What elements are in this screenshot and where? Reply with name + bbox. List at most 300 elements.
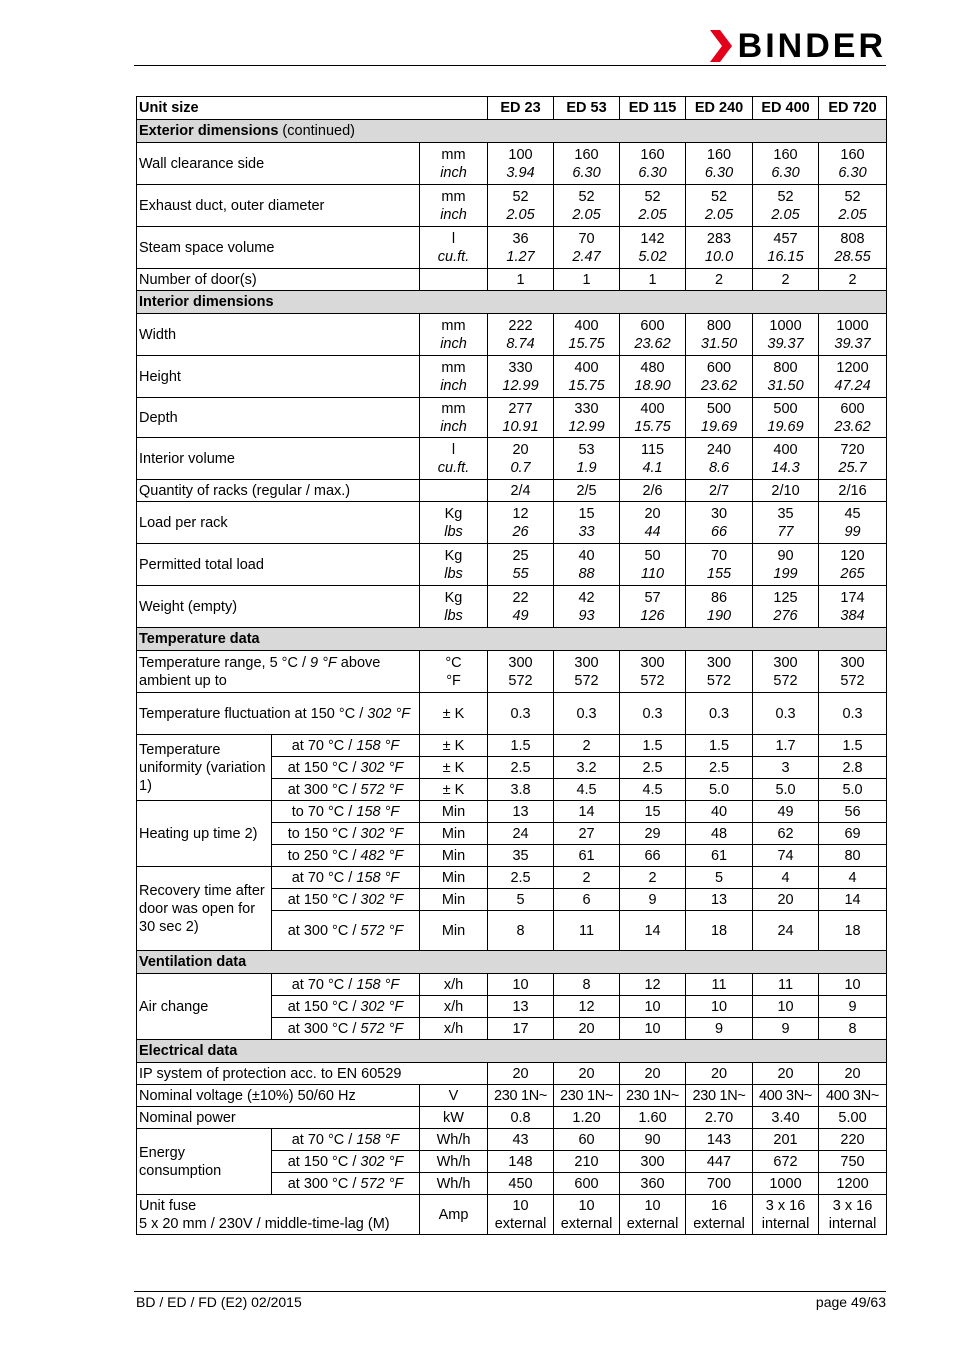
value-cell xyxy=(753,1085,819,1107)
value-text: 24 xyxy=(512,825,529,842)
value-text: 1.60 xyxy=(638,1109,667,1126)
unit-text: V xyxy=(448,1087,459,1104)
header-rule xyxy=(134,65,886,66)
condition-celsius: to 250 °C / xyxy=(287,847,361,864)
value-cell xyxy=(753,779,819,801)
value-text: 1 xyxy=(582,271,591,288)
unit-text: ± K xyxy=(442,737,465,754)
section-cell xyxy=(137,291,887,314)
unit-cell xyxy=(420,586,488,628)
value-text: 61 xyxy=(710,847,728,864)
group-label xyxy=(137,974,272,1040)
value-secondary: 199 xyxy=(773,565,798,582)
value-cell xyxy=(686,586,753,628)
value-secondary: 384 xyxy=(840,607,865,624)
value-cell xyxy=(554,693,620,735)
condition-fahrenheit: 158 °F xyxy=(356,1131,400,1148)
value-cell xyxy=(620,996,686,1018)
value-cell xyxy=(488,438,554,480)
row-label-text: Depth xyxy=(139,409,178,426)
value-cell xyxy=(753,1129,819,1151)
value-text: 11 xyxy=(711,976,727,993)
value-cell xyxy=(620,438,686,480)
value-cell xyxy=(620,911,686,951)
model-name: ED 53 xyxy=(566,100,607,116)
value-cell xyxy=(554,996,620,1018)
value-cell xyxy=(554,911,620,951)
value-primary: 3 x 16 xyxy=(832,1197,873,1214)
model-header xyxy=(488,97,554,120)
condition-celsius: to 150 °C / xyxy=(287,825,361,842)
label-part: above ambient up to xyxy=(139,654,381,689)
condition-fahrenheit: 302 °F xyxy=(360,1153,404,1170)
value-cell xyxy=(686,845,753,867)
value-secondary: 3.94 xyxy=(506,164,535,181)
value-primary: 100 xyxy=(508,146,533,163)
section-title: Electrical data xyxy=(139,1043,238,1059)
value-secondary: 6.30 xyxy=(838,164,867,181)
value-cell xyxy=(819,586,887,628)
value-cell xyxy=(620,1151,686,1173)
value-primary: 45 xyxy=(844,505,861,522)
value-cell xyxy=(554,1151,620,1173)
value-primary: 500 xyxy=(706,400,732,417)
value-primary: 36 xyxy=(512,230,529,247)
value-cell xyxy=(554,779,620,801)
value-primary: 50 xyxy=(644,547,661,564)
value-cell xyxy=(554,185,620,227)
unit-cell xyxy=(420,1173,488,1195)
value-cell xyxy=(488,1085,554,1107)
value-secondary: 6.30 xyxy=(704,164,734,181)
value-secondary: external xyxy=(626,1215,679,1232)
value-cell xyxy=(488,1129,554,1151)
condition-celsius: at 150 °C / xyxy=(287,998,361,1015)
unit-cell xyxy=(420,356,488,398)
value-cell xyxy=(753,438,819,480)
value-secondary: 572 xyxy=(640,672,665,689)
value-cell xyxy=(554,438,620,480)
row-label-text: Height xyxy=(139,368,181,385)
value-primary: 240 xyxy=(706,441,732,458)
row-label xyxy=(137,269,420,291)
value-primary: 70 xyxy=(710,547,728,564)
value-primary: 800 xyxy=(773,359,798,376)
value-primary: 20 xyxy=(512,441,529,458)
value-primary: 30 xyxy=(710,505,728,522)
value-cell xyxy=(488,1173,554,1195)
condition-fahrenheit: 482 °F xyxy=(360,847,404,864)
section-cell xyxy=(137,1040,887,1063)
value-cell xyxy=(819,996,887,1018)
value-cell xyxy=(686,757,753,779)
value-cell xyxy=(753,185,819,227)
row-label xyxy=(137,586,420,628)
value-primary: 480 xyxy=(640,359,665,376)
value-text: 2 xyxy=(582,869,591,886)
group-label-text: Air change xyxy=(139,998,209,1015)
value-cell xyxy=(686,1085,753,1107)
value-primary: 115 xyxy=(640,441,665,458)
value-cell xyxy=(753,269,819,291)
unit-primary: mm xyxy=(441,359,466,376)
value-secondary: 18.90 xyxy=(634,377,671,394)
value-secondary: 77 xyxy=(777,523,794,540)
condition-cell xyxy=(272,757,420,779)
value-primary: 400 xyxy=(640,400,665,417)
value-text: 2 xyxy=(714,271,724,288)
value-text: 3 xyxy=(781,759,790,776)
value-cell xyxy=(819,438,887,480)
value-text: 20 xyxy=(777,891,794,908)
value-secondary: 44 xyxy=(644,523,661,540)
unit-secondary: inch xyxy=(440,164,467,181)
value-cell xyxy=(753,356,819,398)
value-text: 6 xyxy=(582,891,591,908)
value-secondary: 19.69 xyxy=(700,418,738,435)
value-primary: 283 xyxy=(706,230,732,247)
value-text: 9 xyxy=(714,1020,724,1037)
value-text: 450 xyxy=(508,1175,533,1192)
row-label-detail: 5 x 20 mm / 230V / middle-time-lag (M) xyxy=(139,1215,390,1232)
value-secondary: 1.9 xyxy=(576,459,597,476)
unit-cell xyxy=(420,502,488,544)
value-cell xyxy=(554,823,620,845)
spec-subrow xyxy=(137,867,887,889)
value-text: 300 xyxy=(640,1153,665,1170)
value-secondary: 6.30 xyxy=(572,164,601,181)
condition-cell xyxy=(272,801,420,823)
value-primary: 120 xyxy=(840,547,865,564)
value-cell xyxy=(753,845,819,867)
value-cell xyxy=(753,480,819,502)
value-primary: 53 xyxy=(578,441,595,458)
value-secondary: 2.05 xyxy=(506,206,535,223)
value-secondary: external xyxy=(693,1215,745,1232)
section-title: Interior dimensions xyxy=(139,294,274,310)
value-text: 90 xyxy=(644,1131,661,1148)
value-cell xyxy=(686,544,753,586)
value-cell xyxy=(686,1107,753,1129)
value-primary: 70 xyxy=(578,230,595,247)
value-cell xyxy=(620,1063,686,1085)
value-cell xyxy=(488,1107,554,1129)
value-secondary: external xyxy=(494,1215,547,1232)
value-primary: 35 xyxy=(777,505,794,522)
value-text: 43 xyxy=(512,1131,529,1148)
value-text: 10 xyxy=(644,998,661,1015)
unit-text: Min xyxy=(441,891,466,908)
value-text: 4 xyxy=(781,869,790,886)
row-label xyxy=(137,693,420,735)
value-cell xyxy=(488,398,554,438)
value-text: 230 1N~ xyxy=(692,1087,746,1104)
model-name: ED 400 xyxy=(761,100,810,116)
unit-cell xyxy=(420,480,488,502)
condition-fahrenheit: 302 °F xyxy=(360,825,404,842)
section-header xyxy=(137,951,887,974)
value-secondary: 190 xyxy=(706,607,732,624)
value-cell xyxy=(554,651,620,693)
condition-fahrenheit: 572 °F xyxy=(360,1175,404,1192)
value-primary: 300 xyxy=(706,654,732,671)
condition-fahrenheit: 572 °F xyxy=(360,1020,404,1037)
value-primary: 160 xyxy=(640,146,665,163)
value-text: 600 xyxy=(574,1175,599,1192)
unit-cell xyxy=(420,227,488,269)
value-secondary: 572 xyxy=(706,672,732,689)
group-label-text: Energy consumption xyxy=(139,1144,222,1179)
unit-text: Min xyxy=(441,847,466,864)
value-secondary: 8.74 xyxy=(506,335,535,352)
value-primary: 1000 xyxy=(769,317,802,334)
value-primary: 600 xyxy=(840,400,865,417)
value-text: 61 xyxy=(578,847,595,864)
value-primary: 277 xyxy=(508,400,533,417)
footer-page-number: page 49/63 xyxy=(815,1294,886,1310)
value-cell xyxy=(753,1151,819,1173)
value-cell xyxy=(819,757,887,779)
value-secondary: 23.62 xyxy=(634,335,671,352)
value-primary: 600 xyxy=(640,317,665,334)
row-label-text: Steam space volume xyxy=(139,239,275,256)
value-text: 0.3 xyxy=(510,705,531,722)
value-primary: 300 xyxy=(508,654,533,671)
value-cell xyxy=(488,185,554,227)
value-text: 18 xyxy=(844,922,861,939)
condition-cell xyxy=(272,1173,420,1195)
unit-cell xyxy=(420,735,488,757)
section-header xyxy=(137,291,887,314)
value-cell xyxy=(488,143,554,185)
row-label-text: Width xyxy=(139,326,177,343)
value-cell xyxy=(753,1107,819,1129)
condition-celsius: at 150 °C / xyxy=(287,1153,361,1170)
value-cell xyxy=(554,544,620,586)
value-cell xyxy=(488,269,554,291)
value-cell xyxy=(753,227,819,269)
value-text: 20 xyxy=(578,1020,595,1037)
unit-primary: mm xyxy=(441,400,466,417)
value-cell xyxy=(554,735,620,757)
value-secondary: 49 xyxy=(512,607,529,624)
value-cell xyxy=(620,779,686,801)
value-text: 143 xyxy=(706,1131,732,1148)
value-cell xyxy=(819,1129,887,1151)
value-cell xyxy=(686,889,753,911)
condition-fahrenheit: 158 °F xyxy=(356,803,400,820)
value-text: 20 xyxy=(578,1065,595,1082)
value-secondary: 572 xyxy=(508,672,533,689)
value-cell xyxy=(488,867,554,889)
value-text: 0.3 xyxy=(775,705,796,722)
value-cell xyxy=(620,693,686,735)
value-text: 62 xyxy=(777,825,794,842)
value-cell xyxy=(488,693,554,735)
value-secondary: 2.05 xyxy=(838,206,867,223)
value-cell xyxy=(686,502,753,544)
value-cell xyxy=(753,974,819,996)
value-cell xyxy=(620,974,686,996)
value-primary: 25 xyxy=(512,547,529,564)
value-text: 148 xyxy=(508,1153,533,1170)
model-name: ED 115 xyxy=(628,100,677,116)
value-cell xyxy=(819,480,887,502)
condition-cell xyxy=(272,889,420,911)
value-cell xyxy=(554,1018,620,1040)
value-cell xyxy=(819,1151,887,1173)
value-text: 11 xyxy=(778,976,794,993)
unit-text: Min xyxy=(441,825,466,842)
value-cell xyxy=(686,356,753,398)
value-text: 8 xyxy=(848,1020,857,1037)
spec-row xyxy=(137,1195,887,1235)
value-text: 20 xyxy=(710,1065,728,1082)
header-label-text: Unit size xyxy=(139,100,199,116)
value-cell xyxy=(819,502,887,544)
unit-secondary: lbs xyxy=(444,607,463,624)
value-cell xyxy=(753,867,819,889)
value-cell xyxy=(620,143,686,185)
condition-cell xyxy=(272,1151,420,1173)
unit-cell xyxy=(420,1107,488,1129)
value-cell xyxy=(620,1195,686,1235)
value-text: 220 xyxy=(840,1131,865,1148)
label-fahrenheit: 9 °F xyxy=(310,654,337,671)
value-text: 20 xyxy=(844,1065,861,1082)
value-text: 24 xyxy=(777,922,794,939)
value-secondary: 47.24 xyxy=(834,377,871,394)
label-part: Temperature range, 5 °C / xyxy=(139,654,311,671)
spec-row xyxy=(137,356,887,398)
value-primary: 10 xyxy=(644,1197,661,1214)
spec-row xyxy=(137,1063,887,1085)
unit-secondary: cu.ft. xyxy=(437,248,470,265)
value-primary: 300 xyxy=(640,654,665,671)
value-text: 10 xyxy=(512,976,529,993)
unit-primary: Kg xyxy=(444,547,463,564)
value-text: 230 1N~ xyxy=(493,1087,548,1104)
value-cell xyxy=(819,1195,887,1235)
unit-text: x/h xyxy=(443,1020,464,1037)
value-text: 12 xyxy=(578,998,595,1015)
row-label xyxy=(137,544,420,586)
row-label xyxy=(137,143,420,185)
value-cell xyxy=(488,735,554,757)
value-text: 15 xyxy=(644,803,661,820)
value-cell xyxy=(753,693,819,735)
unit-text: x/h xyxy=(443,976,464,993)
value-cell xyxy=(819,823,887,845)
value-primary: 400 xyxy=(574,359,599,376)
value-secondary: 2.05 xyxy=(771,206,800,223)
value-text: 447 xyxy=(706,1153,732,1170)
value-text: 1.5 xyxy=(842,737,863,754)
value-text: 27 xyxy=(578,825,595,842)
value-text: 20 xyxy=(777,1065,794,1082)
section-header xyxy=(137,628,887,651)
condition-cell xyxy=(272,735,420,757)
value-text: 2.70 xyxy=(704,1109,734,1126)
value-cell xyxy=(819,1085,887,1107)
value-cell xyxy=(554,1107,620,1129)
group-label xyxy=(137,867,272,951)
unit-cell xyxy=(420,845,488,867)
section-cell xyxy=(137,628,887,651)
value-text: 2.5 xyxy=(642,759,663,776)
unit-text: ± K xyxy=(442,759,465,776)
value-secondary: 276 xyxy=(773,607,798,624)
value-secondary: 265 xyxy=(840,565,865,582)
value-cell xyxy=(686,1195,753,1235)
value-secondary: 93 xyxy=(578,607,595,624)
value-secondary: 5.02 xyxy=(638,248,667,265)
footer-doc-id: BD / ED / FD (E2) 02/2015 xyxy=(136,1294,302,1310)
value-cell xyxy=(554,586,620,628)
unit-cell xyxy=(420,269,488,291)
value-secondary: internal xyxy=(828,1215,877,1232)
value-primary: 800 xyxy=(706,317,732,334)
value-text: 29 xyxy=(644,825,661,842)
spec-row xyxy=(137,651,887,693)
value-cell xyxy=(819,911,887,951)
group-label xyxy=(137,735,272,801)
value-cell xyxy=(620,1018,686,1040)
value-cell xyxy=(488,845,554,867)
label-fahrenheit: 302 °F xyxy=(367,705,411,722)
value-cell xyxy=(620,269,686,291)
value-text: 2 xyxy=(848,271,857,288)
unit-secondary: lbs xyxy=(444,523,463,540)
value-text: 2.5 xyxy=(510,869,531,886)
value-primary: 400 xyxy=(574,317,599,334)
value-text: 750 xyxy=(840,1153,865,1170)
value-cell xyxy=(620,757,686,779)
value-text: 8 xyxy=(582,976,591,993)
condition-celsius: at 300 °C / xyxy=(287,781,361,798)
value-primary: 142 xyxy=(640,230,665,247)
unit-secondary: lbs xyxy=(444,565,463,582)
value-cell xyxy=(819,314,887,356)
value-cell xyxy=(554,1085,620,1107)
unit-cell xyxy=(420,823,488,845)
value-cell xyxy=(686,996,753,1018)
value-cell xyxy=(554,356,620,398)
condition-cell xyxy=(272,996,420,1018)
value-primary: 808 xyxy=(840,230,865,247)
unit-primary: Kg xyxy=(444,505,463,522)
value-text: 1.5 xyxy=(510,737,531,754)
condition-fahrenheit: 302 °F xyxy=(360,759,404,776)
section-header xyxy=(137,120,887,143)
value-text: 5 xyxy=(516,891,525,908)
value-cell xyxy=(819,398,887,438)
spec-row xyxy=(137,544,887,586)
value-primary: 1000 xyxy=(836,317,869,334)
value-secondary: 572 xyxy=(773,672,798,689)
value-cell xyxy=(686,398,753,438)
value-secondary: 10.91 xyxy=(502,418,539,435)
value-text: 74 xyxy=(777,847,794,864)
value-text: 5.0 xyxy=(775,781,796,798)
value-cell xyxy=(686,227,753,269)
value-cell xyxy=(488,911,554,951)
value-cell xyxy=(488,227,554,269)
value-text: 2 xyxy=(582,737,591,754)
value-cell xyxy=(686,823,753,845)
value-cell xyxy=(753,398,819,438)
value-text: 700 xyxy=(706,1175,732,1192)
